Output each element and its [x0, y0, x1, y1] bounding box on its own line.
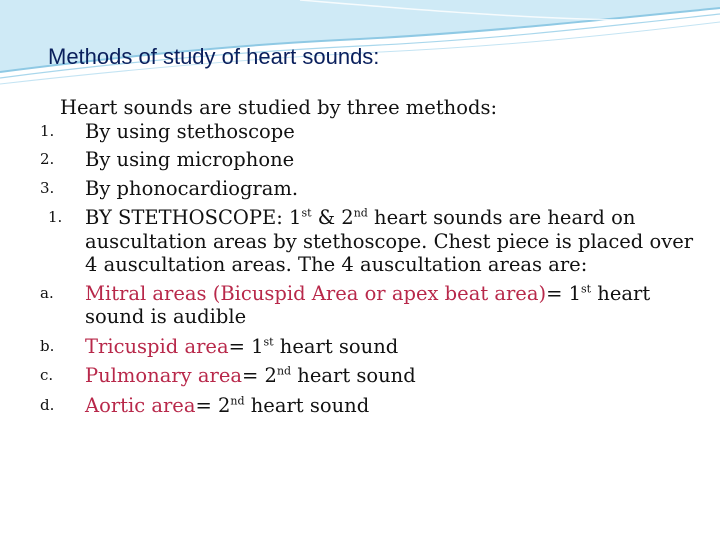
section-heading: BY STETHOSCOPE: 1	[85, 206, 302, 229]
area-item	[0, 364, 710, 388]
area-name: Mitral areas (Bicuspid Area or apex beat area)	[85, 281, 547, 305]
ordinal-suffix: st	[263, 335, 274, 348]
area-eq: = 1	[228, 334, 264, 358]
area-item	[0, 282, 710, 329]
area-rest: heart sound	[244, 393, 370, 417]
list-marker: 2.	[40, 150, 55, 168]
ordinal-suffix: nd	[276, 364, 292, 378]
method-item	[0, 177, 710, 201]
ordinal-suffix: nd	[230, 394, 245, 407]
ordinal-suffix: st	[301, 206, 312, 220]
list-marker: c.	[40, 366, 54, 384]
list-marker: 1.	[48, 208, 63, 226]
method-item	[0, 148, 710, 172]
area-item	[0, 335, 710, 359]
method-text: By using microphone	[85, 148, 295, 171]
area-rest: heart sound	[273, 334, 399, 358]
list-marker: a.	[40, 283, 54, 302]
stethoscope-section	[0, 206, 710, 277]
slide-body	[0, 96, 710, 417]
area-name: Pulmonary area	[85, 364, 242, 387]
area-rest: heart sound	[291, 364, 416, 387]
method-text: By phonocardiogram.	[85, 176, 299, 200]
section-amp: & 2	[311, 206, 354, 229]
list-marker: 1.	[40, 121, 55, 140]
area-eq: = 2	[241, 364, 277, 387]
ordinal-suffix: nd	[353, 206, 368, 220]
area-eq: = 2	[195, 393, 231, 417]
intro-text: Heart sounds are studied by three methods:	[60, 96, 498, 119]
area-name: Tricuspid area	[85, 334, 229, 358]
slide-title: Methods of study of heart sounds:	[48, 44, 380, 69]
method-item	[0, 120, 710, 144]
ordinal-suffix: st	[581, 282, 592, 295]
list-marker: 3.	[40, 178, 55, 197]
method-text: By using stethoscope	[85, 119, 295, 143]
area-item	[0, 394, 710, 418]
list-marker: b.	[40, 336, 55, 355]
area-rest: heart sound is audible	[85, 281, 651, 328]
section-text: heart sounds are heard on auscultation areas by stethoscope. Chest piece is placed over 4 auscultation areas. The 4 auscultation areas are:	[85, 206, 694, 276]
area-name: Aortic area	[85, 393, 196, 417]
area-eq: = 1	[546, 281, 582, 305]
list-marker: d.	[40, 395, 55, 414]
